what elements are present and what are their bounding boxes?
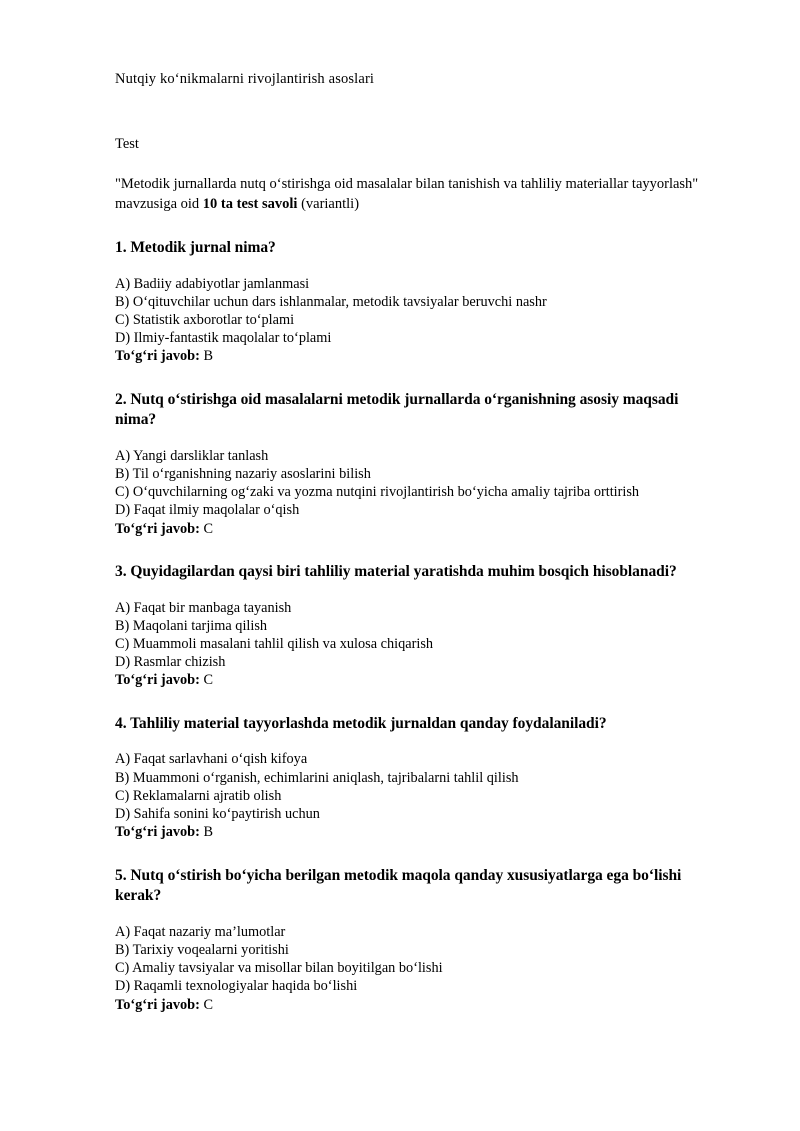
answer-letter: C bbox=[203, 672, 213, 689]
title-spacer bbox=[115, 89, 715, 135]
correct-answer bbox=[115, 347, 715, 366]
question-options bbox=[115, 447, 715, 538]
question-block-3 bbox=[115, 562, 715, 690]
option-a: A) Yangi darsliklar tanlash bbox=[115, 447, 269, 464]
option-c: C) Statistik axborotlar toʻplami bbox=[115, 311, 295, 328]
question-heading: 2. Nutq oʻstirishga oid masalalarni metodik jurnallarda oʻrganishning asosiy maqsadi nima? bbox=[115, 390, 679, 429]
answer-label: Toʻgʻri javob: bbox=[115, 672, 200, 689]
answer-label: Toʻgʻri javob: bbox=[115, 996, 200, 1013]
question-heading: 3. Quyidagilardan qaysi biri tahliliy material yaratishda muhim bosqich hisoblanadi? bbox=[115, 563, 677, 581]
answer-label: Toʻgʻri javob: bbox=[115, 348, 200, 365]
question-options bbox=[115, 275, 715, 366]
question-block-2 bbox=[115, 390, 715, 538]
correct-answer bbox=[115, 823, 715, 842]
answer-letter: B bbox=[203, 824, 213, 841]
option-c: C) Reklamalarni ajratib olish bbox=[115, 787, 282, 804]
intro-paragraph bbox=[115, 175, 715, 214]
question-options bbox=[115, 750, 715, 841]
correct-answer bbox=[115, 520, 715, 539]
document-body bbox=[115, 70, 715, 1014]
question-heading: 1. Metodik jurnal nima? bbox=[115, 239, 276, 256]
option-c: C) Amaliy tavsiyalar va misollar bilan boyitilgan boʻlishi bbox=[115, 960, 443, 977]
intro-prefix: "Metodik jurnallarda nutq oʻstirishga oid masalalar bilan tanishish va tahliliy materiallar tayyorlash" mavzusiga oid bbox=[115, 176, 699, 212]
option-a: A) Faqat nazariy ma’lumotlar bbox=[115, 923, 286, 940]
question-options bbox=[115, 923, 715, 1014]
option-b: B) Maqolani tarjima qilish bbox=[115, 617, 268, 634]
option-c: C) Oʻquvchilarning ogʻzaki va yozma nutqini rivojlantirish boʻyicha amaliy tajriba orttirish bbox=[115, 484, 640, 501]
section-spacer bbox=[115, 154, 715, 175]
option-b: B) Oʻqituvchilar uchun dars ishlanmalar, metodik tavsiyalar beruvchi nashr bbox=[115, 293, 547, 310]
answer-label: Toʻgʻri javob: bbox=[115, 824, 200, 841]
option-a: A) Faqat sarlavhani oʻqish kifoya bbox=[115, 751, 308, 768]
option-b: B) Tarixiy voqealarni yoritishi bbox=[115, 941, 289, 958]
document-title: Nutqiy koʻnikmalarni rivojlantirish asoslari bbox=[115, 71, 375, 87]
option-d: D) Rasmlar chizish bbox=[115, 654, 226, 671]
correct-answer bbox=[115, 671, 715, 690]
option-b: B) Til oʻrganishning nazariy asoslarini bilish bbox=[115, 466, 371, 483]
question-options bbox=[115, 599, 715, 690]
question-block-1 bbox=[115, 238, 715, 366]
option-d: D) Ilmiy-fantastik maqolalar toʻplami bbox=[115, 330, 332, 347]
correct-answer bbox=[115, 996, 715, 1015]
option-a: A) Faqat bir manbaga tayanish bbox=[115, 599, 292, 616]
answer-letter: B bbox=[203, 348, 213, 365]
question-block-5 bbox=[115, 866, 715, 1014]
answer-letter: C bbox=[203, 520, 213, 537]
question-heading: 5. Nutq oʻstirish boʻyicha berilgan metodik maqola qanday xususiyatlarga ega boʻlishi kerak? bbox=[115, 866, 682, 905]
option-c: C) Muammoli masalani tahlil qilish va xulosa chiqarish bbox=[115, 636, 434, 653]
section-label: Test bbox=[115, 136, 139, 152]
option-d: D) Sahifa sonini koʻpaytirish uchun bbox=[115, 806, 320, 823]
question-heading: 4. Tahliliy material tayyorlashda metodik jurnaldan qanday foydalaniladi? bbox=[115, 714, 607, 732]
option-d: D) Raqamli texnologiyalar haqida boʻlishi bbox=[115, 978, 358, 995]
option-a: A) Badiiy adabiyotlar jamlanmasi bbox=[115, 275, 310, 292]
intro-suffix: (variantli) bbox=[297, 195, 360, 212]
option-d: D) Faqat ilmiy maqolalar oʻqish bbox=[115, 502, 300, 519]
intro-bold-count: 10 ta test savoli bbox=[202, 195, 298, 212]
question-block-4 bbox=[115, 714, 715, 842]
answer-letter: C bbox=[203, 996, 213, 1013]
answer-label: Toʻgʻri javob: bbox=[115, 520, 200, 537]
option-b: B) Muammoni oʻrganish, echimlarini aniqlash, tajribalarni tahlil qilish bbox=[115, 769, 519, 786]
